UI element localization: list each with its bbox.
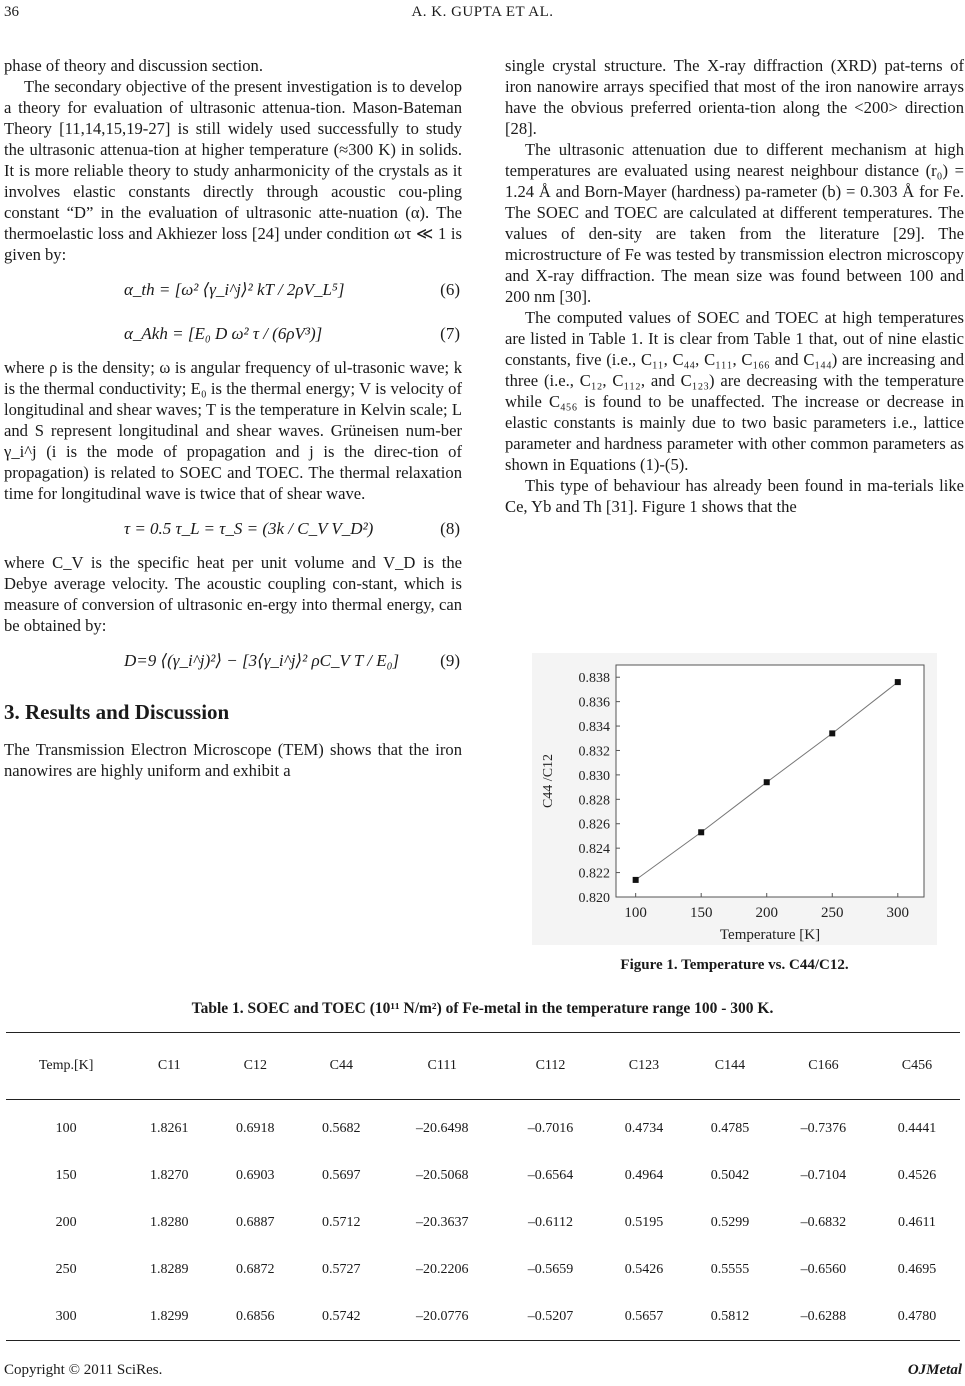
x-tick-label: 100 bbox=[624, 905, 647, 921]
table-row bbox=[6, 1100, 960, 1153]
table-cell: –0.6564 bbox=[527, 1167, 574, 1183]
table-header-cell: C112 bbox=[500, 1033, 601, 1100]
left-column bbox=[4, 55, 462, 781]
table-cell: –0.6288 bbox=[773, 1293, 874, 1341]
equation-expression: τ = 0.5 τ_L = τ_S = (3k / C_V V_D²) bbox=[124, 519, 374, 538]
equation-expression: D=9 ⟨(γ_i^j)²⟩ − [3⟨γ_i^j⟩² ρC_V T / E₀] bbox=[124, 651, 400, 670]
table-cell: 0.5042 bbox=[710, 1167, 750, 1183]
table-cell: –0.6112 bbox=[528, 1214, 573, 1230]
right-column bbox=[505, 55, 964, 517]
y-tick-label: 0.832 bbox=[578, 744, 610, 760]
paragraph: This type of behaviour has already been found in ma-terials like Ce, Yb and Th [31]. Figure 1 shows that the bbox=[505, 476, 964, 516]
equation-expression: α_Akh = [E₀ D ω² τ / (6ρV³)] bbox=[124, 324, 323, 343]
y-tick-label: 0.824 bbox=[578, 842, 610, 858]
table-cell: 0.5727 bbox=[322, 1261, 361, 1277]
table-cell: –0.6560 bbox=[800, 1261, 847, 1277]
table-row bbox=[6, 1152, 960, 1199]
table-cell: –20.3637 bbox=[415, 1214, 469, 1230]
table-cell: 0.4785 bbox=[710, 1120, 750, 1136]
paragraph: phase of theory and discussion section. bbox=[4, 56, 263, 75]
table-cell: 0.5426 bbox=[624, 1261, 664, 1277]
table-cell: –0.7016 bbox=[527, 1120, 574, 1136]
table-cell: 0.4964 bbox=[624, 1167, 664, 1183]
table-cell: 1.8299 bbox=[126, 1293, 212, 1341]
table-cell: 0.4441 bbox=[897, 1120, 937, 1136]
table-cell: 0.4780 bbox=[874, 1293, 960, 1341]
table-header-cell: Temp.[K] bbox=[6, 1033, 126, 1100]
data-point bbox=[895, 679, 901, 685]
table-cell: –0.5659 bbox=[527, 1261, 574, 1277]
table-header-cell: C12 bbox=[212, 1033, 298, 1100]
table-row bbox=[6, 1199, 960, 1246]
table-cell: 0.4734 bbox=[624, 1120, 664, 1136]
paragraph: where C_V is the specific heat per unit volume and V_D is the Debye average velocity. The acoustic coupling con-stant, which is measure of conversion of ultrasonic en-ergy into thermal energy, can be obtained by: bbox=[4, 553, 462, 635]
equation-6 bbox=[4, 269, 462, 309]
table-cell: 300 bbox=[6, 1293, 126, 1341]
equation-7 bbox=[4, 313, 462, 353]
table-cell: 0.4526 bbox=[897, 1167, 937, 1183]
y-tick-label: 0.834 bbox=[578, 720, 610, 736]
table-cell: 0.6872 bbox=[236, 1261, 275, 1277]
y-tick-label: 0.828 bbox=[578, 793, 610, 809]
table-cell: 0.5742 bbox=[298, 1293, 384, 1341]
paragraph: The computed values of SOEC and TOEC at high temperatures are listed in Table 1. It is clear from Table 1 that, out of nine elastic constants, five (i.e., C₁₁, C₄₄, C₁₁₁, C₁₆₆ and C₁₄₄) are increasing and three (i.e., C₁₂, C₁₁₂, and C₁₂₃) are decreasing with the temperature while C₄₅₆ is found to be unaffected. The increase or decrease in elastic constants is mainly due to two basic parameters i.e., lattice parameter and hardness parameter with other common parameters as shown in Equations (1)-(5). bbox=[505, 308, 964, 474]
table-cell: 250 bbox=[55, 1261, 77, 1277]
table-cell: 0.5682 bbox=[322, 1120, 361, 1136]
copyright-text: Copyright © 2011 SciRes. bbox=[4, 1362, 163, 1378]
table-header-cell: C11 bbox=[126, 1033, 212, 1100]
equation-9 bbox=[4, 640, 462, 680]
equation-expression: α_th = [ω² ⟨γ_i^j⟩² kT / 2ρV_L⁵] bbox=[124, 280, 345, 299]
table-cell: 100 bbox=[55, 1120, 77, 1136]
data-point bbox=[829, 730, 835, 736]
paragraph: where ρ is the density; ω is angular frequency of ul-trasonic wave; k is the thermal conductivity; E₀ is the thermal energy; V is velocity of longitudinal and shear waves; T is the temperature in Kelvin scale; L and S represent longitudinal and shear waves. Grüneisen num-ber γ_i^j (i is the mode of propagation and j is the direc-tion of propagation) is related to SOEC and TOEC. The thermal relaxation time for longitudinal wave is twice that of shear wave. bbox=[4, 358, 462, 503]
table-cell: 200 bbox=[55, 1214, 77, 1230]
section-heading: 3. Results and Discussion bbox=[4, 700, 230, 724]
chart-temperature-vs-ratio bbox=[532, 653, 937, 945]
paragraph: single crystal structure. The X-ray diffraction (XRD) pat-terns of iron nanowire arrays specified that most of the iron nanowire arrays have the obvious preferred orienta-tion along the <200> direction [28]. bbox=[505, 56, 964, 138]
y-tick-label: 0.838 bbox=[578, 671, 610, 687]
table-row bbox=[6, 1293, 960, 1341]
table-row bbox=[6, 1246, 960, 1293]
y-tick-label: 0.826 bbox=[578, 817, 610, 833]
paragraph: The ultrasonic attenuation due to different mechanism at high temperatures are evaluated using nearest neighbour distance (r₀) = 1.24 Å and Born-Mayer (hardness) pa-rameter (b) = 0.303 Å for Fe. The SOEC and TOEC are calculated at different temperatures. The values of den-sity are taken from the literature [29]. The microstructure of Fe was tested by transmission electron microscopy and X-ray diffraction. The mean size was found between 100 and 200 nm [30]. bbox=[505, 140, 964, 306]
table-header-cell: C166 bbox=[773, 1033, 874, 1100]
elastic-constants-table bbox=[6, 1032, 960, 1341]
table-cell: –0.7104 bbox=[800, 1167, 847, 1183]
table-cell: –20.2206 bbox=[415, 1261, 469, 1277]
y-tick-label: 0.836 bbox=[578, 695, 610, 711]
table-cell: 0.5697 bbox=[322, 1167, 361, 1183]
y-axis-label: C44 /C12 bbox=[541, 753, 556, 809]
table-cell: 0.5657 bbox=[601, 1293, 687, 1341]
table-cell: 0.6903 bbox=[236, 1167, 275, 1183]
table-cell: –0.5207 bbox=[500, 1293, 601, 1341]
table-header-cell: C111 bbox=[384, 1033, 500, 1100]
table-cell: 0.5812 bbox=[687, 1293, 773, 1341]
data-point bbox=[764, 779, 770, 785]
y-tick-label: 0.830 bbox=[578, 768, 610, 784]
table-caption: Table 1. SOEC and TOEC (10¹¹ N/m²) of Fe-metal in the temperature range 100 - 300 K. bbox=[191, 1000, 774, 1017]
table-cell: 0.4695 bbox=[897, 1261, 937, 1277]
table-header-cell: C144 bbox=[687, 1033, 773, 1100]
table-cell: –20.0776 bbox=[384, 1293, 500, 1341]
table-header-cell: C44 bbox=[298, 1033, 384, 1100]
plot-area bbox=[616, 665, 924, 897]
equation-8 bbox=[4, 508, 462, 548]
page-footer bbox=[4, 1362, 962, 1379]
table-cell: 1.8261 bbox=[150, 1120, 189, 1136]
table-cell: 0.6887 bbox=[236, 1214, 275, 1230]
paragraph: The Transmission Electron Microscope (TEM) shows that the iron nanowires are highly uniform and exhibit a bbox=[4, 740, 462, 780]
x-tick-label: 300 bbox=[886, 905, 910, 921]
figure-1 bbox=[532, 653, 937, 945]
data-point bbox=[633, 877, 639, 883]
table-header-row bbox=[6, 1033, 960, 1100]
table-cell: 0.5299 bbox=[710, 1214, 750, 1230]
table-cell: 0.5195 bbox=[624, 1214, 664, 1230]
journal-name: OJMetal bbox=[907, 1362, 962, 1378]
equation-number: (6) bbox=[440, 280, 460, 299]
x-tick-label: 200 bbox=[755, 905, 778, 921]
table-cell: –20.5068 bbox=[415, 1167, 469, 1183]
equation-number: (8) bbox=[440, 519, 460, 538]
table-cell: –20.6498 bbox=[415, 1120, 469, 1136]
table-cell: 0.5712 bbox=[322, 1214, 361, 1230]
x-tick-label: 150 bbox=[689, 905, 713, 921]
running-authors: A. K. GUPTA ET AL. bbox=[411, 4, 554, 20]
table-cell: 0.6856 bbox=[212, 1293, 298, 1341]
paragraph: The secondary objective of the present investigation is to develop a theory for evaluation of ultrasonic attenua-tion. Mason-Bateman Theory [11,14,15,19-27] is still widely used successfully to study the ultrasonic attenua-tion at higher temperature (≈300 K) in solids. It is more reliable theory to study anharmonicity of the crystals as it involves elastic constants directly through acoustic cou-pling constant “D” in the evaluation of ultrasonic atte-nuation (α). The thermoelastic loss and Akhiezer loss [24] under condition ωτ ≪ 1 is given by: bbox=[4, 77, 462, 264]
table-cell: 0.4611 bbox=[897, 1214, 936, 1230]
table-header-cell: C456 bbox=[874, 1033, 960, 1100]
table-cell: 0.5555 bbox=[710, 1261, 750, 1277]
table-header-cell: C123 bbox=[601, 1033, 687, 1100]
table-cell: 1.8280 bbox=[150, 1214, 189, 1230]
equation-number: (7) bbox=[440, 324, 460, 343]
page-header bbox=[0, 4, 965, 26]
data-point bbox=[698, 829, 704, 835]
y-tick-label: 0.820 bbox=[578, 891, 610, 906]
y-tick-label: 0.822 bbox=[578, 866, 610, 882]
figure-caption: Figure 1. Temperature vs. C44/C12. bbox=[620, 957, 849, 973]
table-cell: 150 bbox=[55, 1167, 77, 1183]
table-cell: 1.8270 bbox=[150, 1167, 189, 1183]
equation-number: (9) bbox=[440, 651, 460, 670]
x-axis-label: Temperature [K] bbox=[719, 927, 821, 943]
table-cell: –0.6832 bbox=[800, 1214, 847, 1230]
page-number: 36 bbox=[4, 4, 19, 20]
table-cell: –0.7376 bbox=[800, 1120, 847, 1136]
table-cell: 0.6918 bbox=[236, 1120, 275, 1136]
table-cell: 1.8289 bbox=[150, 1261, 189, 1277]
x-tick-label: 250 bbox=[821, 905, 844, 921]
